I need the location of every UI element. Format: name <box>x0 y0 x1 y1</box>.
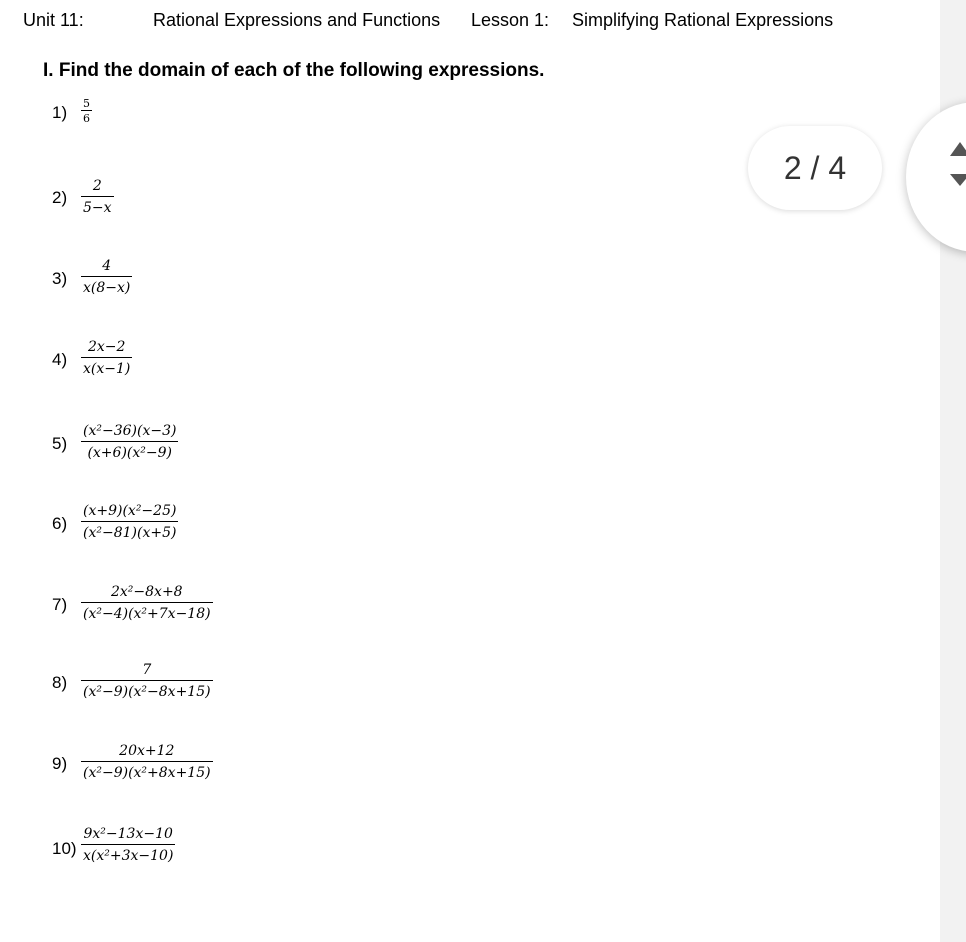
numerator: 5 <box>83 97 90 110</box>
problem-number: 2) <box>52 188 68 207</box>
lesson-label: Lesson 1: <box>471 10 550 30</box>
lesson-title: Simplifying Rational Expressions <box>572 10 834 30</box>
fraction <box>81 584 213 622</box>
fraction <box>81 178 114 216</box>
arrow-up-icon[interactable] <box>950 142 966 156</box>
numerator: 9x²−13x−10 <box>83 826 173 842</box>
section-title: I. Find the domain of each of the following expressions. <box>43 60 545 81</box>
denominator: (x+6)(x²−9) <box>81 441 178 461</box>
denominator: (x²−9)(x²+8x+15) <box>81 761 213 781</box>
page-indicator: 2 / 4 <box>748 126 882 210</box>
unit-title: Rational Expressions and Functions <box>153 10 441 30</box>
numerator: 2x−2 <box>87 339 126 355</box>
denominator: (x²−9)(x²−8x+15) <box>81 680 213 700</box>
denominator: 5−x <box>81 196 114 216</box>
numerator: 20x+12 <box>119 743 175 759</box>
fraction <box>81 339 132 377</box>
arrow-down-icon[interactable] <box>950 174 966 186</box>
fraction <box>81 503 178 541</box>
denominator: x(x²+3x−10) <box>81 844 175 864</box>
problem-number: 7) <box>52 595 68 614</box>
numerator: (x+9)(x²−25) <box>83 503 177 519</box>
numerator: 4 <box>102 258 112 274</box>
denominator: x(8−x) <box>81 276 132 296</box>
fraction <box>81 258 132 296</box>
fraction <box>81 97 92 125</box>
denominator: (x²−4)(x²+7x−18) <box>81 602 213 622</box>
numerator: (x²−36)(x−3) <box>83 423 177 439</box>
problem-number: 5) <box>52 434 68 453</box>
denominator: x(x−1) <box>81 357 132 377</box>
problem-number: 3) <box>52 269 68 288</box>
problem-number: 6) <box>52 514 68 533</box>
fraction <box>81 662 213 700</box>
denominator: 6 <box>83 112 90 125</box>
fraction <box>81 743 213 781</box>
unit-label: Unit 11: <box>23 10 84 30</box>
problem-number: 9) <box>52 754 68 773</box>
problem-number: 8) <box>52 673 68 692</box>
numerator: 7 <box>142 662 152 678</box>
fraction <box>81 826 175 864</box>
fraction <box>81 423 178 461</box>
numerator: 2 <box>92 178 102 194</box>
problem-number: 4) <box>52 350 68 369</box>
denominator: (x²−81)(x+5) <box>81 521 178 541</box>
problem-number: 1) <box>52 103 68 122</box>
numerator: 2x²−8x+8 <box>111 584 183 600</box>
problem-number: 10) <box>52 839 77 858</box>
